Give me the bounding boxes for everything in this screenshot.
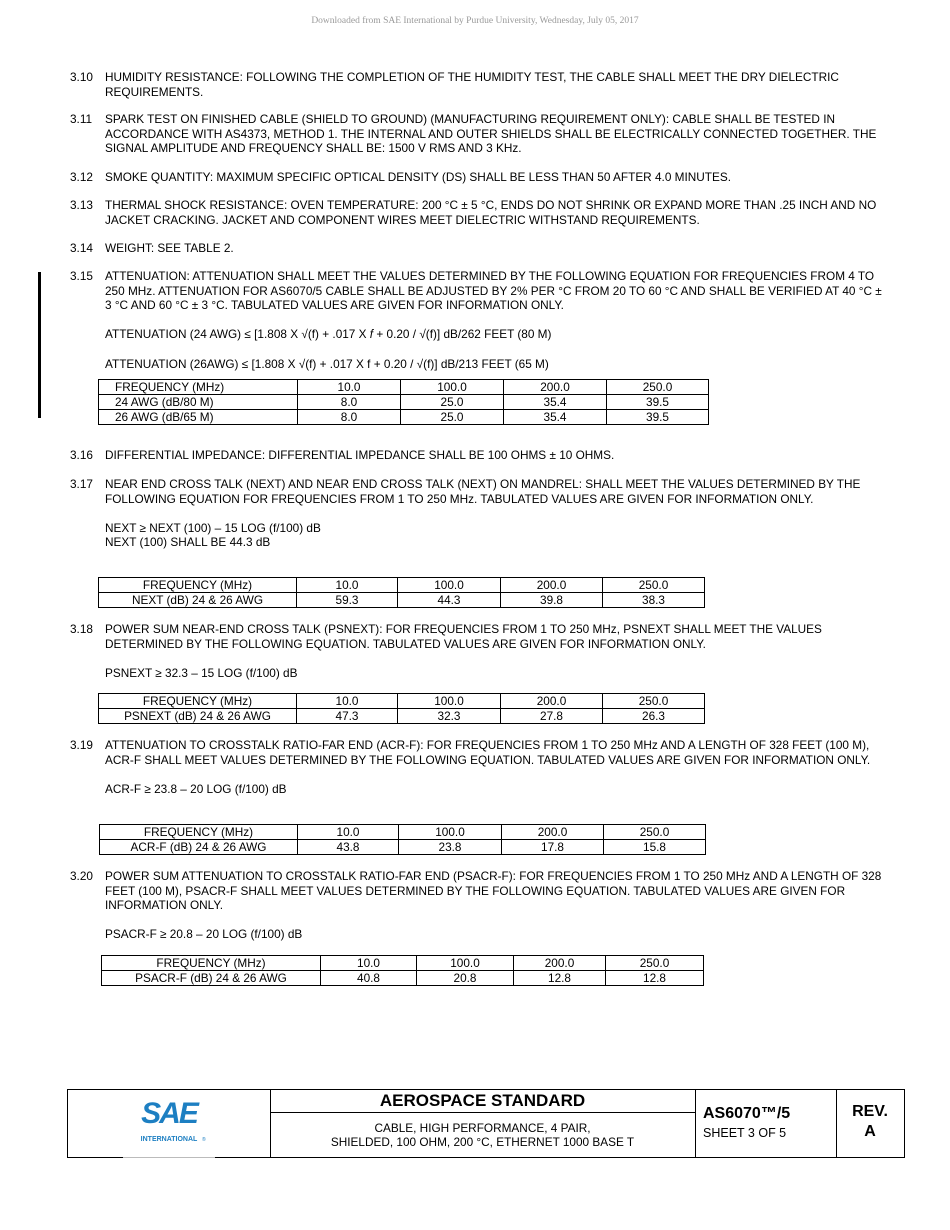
- section-text: POWER SUM ATTENUATION TO CROSSTALK RATIO-FAR END (PSACR-F): FOR FREQUENCIES FROM 1 TO 250 MHz AND A LENGTH OF 328 FEET (100 M), PSACR-F SHALL MEET VALUES DETERMINED BY THE FOLLOWING EQUATION. TABULATED VALUES ARE GIVEN FOR INFORMATION ONLY.: [105, 869, 882, 913]
- table-cell: 25.0: [401, 410, 504, 425]
- table-cell: 26.3: [603, 709, 705, 724]
- table-cell: 100.0: [417, 956, 514, 971]
- section-3-13: [70, 198, 885, 227]
- standard-title: AEROSPACE STANDARD: [270, 1090, 695, 1113]
- attenuation-table: [98, 379, 709, 425]
- table-cell: 12.8: [514, 971, 606, 986]
- table-cell: 44.3: [398, 593, 501, 608]
- document-number: AS6070™/5: [703, 1105, 791, 1122]
- section-number: 3.16: [70, 448, 93, 462]
- section-number: 3.20: [70, 869, 93, 883]
- table-header-row: [102, 956, 704, 971]
- table-cell: FREQUENCY (MHz): [100, 825, 298, 840]
- section-3-14: [70, 241, 885, 256]
- table-cell: 25.0: [401, 395, 504, 410]
- section-text: ATTENUATION: ATTENUATION SHALL MEET THE VALUES DETERMINED BY THE FOLLOWING EQUATION FOR FREQUENCIES FROM 4 TO 250 MHz. ATTENUATION FOR AS6070/5 CABLE SHALL BE ADJUSTED BY 2% PER °C FROM 20 TO 60 °C AND SHALL BE VERIFIED AT 40 °C ± 3 °C AND 60 °C ± 3 °C. TABULATED VALUES ARE GIVEN FOR INFORMATION ONLY.: [105, 269, 882, 313]
- table-cell: 39.8: [501, 593, 603, 608]
- section-text: SMOKE QUANTITY: MAXIMUM SPECIFIC OPTICAL DENSITY (DS) SHALL BE LESS THAN 50 AFTER 4.0 MINUTES.: [105, 170, 732, 184]
- table-cell: 100.0: [398, 694, 501, 709]
- section-number: 3.10: [70, 70, 93, 84]
- section-text: POWER SUM NEAR-END CROSS TALK (PSNEXT): FOR FREQUENCIES FROM 1 TO 250 MHz, PSNEXT SHALL MEET THE VALUES DETERMINED BY THE FOLLOWING EQUATION. TABULATED VALUES ARE GIVEN FOR INFORMATION ONLY.: [105, 622, 822, 651]
- revision-value: A: [864, 1123, 876, 1140]
- subtitle-line-1: CABLE, HIGH PERFORMANCE, 4 PAIR,: [374, 1121, 591, 1135]
- table-cell: 27.8: [501, 709, 603, 724]
- table-cell: 35.4: [504, 410, 607, 425]
- table-cell: FREQUENCY (MHz): [102, 956, 321, 971]
- psnext-table: [98, 693, 705, 724]
- section-text: HUMIDITY RESISTANCE: FOLLOWING THE COMPLETION OF THE HUMIDITY TEST, THE CABLE SHALL MEET THE DRY DIELECTRIC REQUIREMENTS.: [105, 70, 839, 99]
- document-subtitle: [270, 1113, 695, 1149]
- table-cell: FREQUENCY (MHz): [99, 578, 297, 593]
- table-cell: PSNEXT (dB) 24 & 26 AWG: [99, 709, 297, 724]
- table-cell: 250.0: [606, 956, 704, 971]
- section-number: 3.13: [70, 198, 93, 212]
- section-text: NEAR END CROSS TALK (NEXT) AND NEAR END CROSS TALK (NEXT) ON MANDREL: SHALL MEET THE VALUES DETERMINED BY THE FOLLOWING EQUATION FOR FREQUENCIES FROM 1 TO 250 MHz. TABULATED VALUES ARE GIVEN FOR INFORMATION ONLY.: [105, 477, 861, 506]
- section-number: 3.15: [70, 269, 93, 283]
- revision-change-bar: [38, 272, 41, 418]
- table-cell: 200.0: [504, 380, 607, 395]
- section-number: 3.18: [70, 622, 93, 636]
- section-3-15: [70, 269, 885, 371]
- section-3-20: [70, 869, 885, 942]
- title-block: [67, 1089, 905, 1158]
- equation-attenuation-24awg: ATTENUATION (24 AWG) ≤ [1.808 X √(f) + .017 X f + 0.20 / √(f)] dB/262 FEET (80 M): [105, 327, 552, 342]
- table-header-row: [100, 825, 706, 840]
- revision-label: REV.: [852, 1103, 888, 1120]
- revision-cell: [836, 1090, 904, 1157]
- equation-next-100: NEXT (100) SHALL BE 44.3 dB: [105, 535, 271, 550]
- table-cell: 200.0: [502, 825, 604, 840]
- section-number: 3.17: [70, 477, 93, 491]
- table-cell: NEXT (dB) 24 & 26 AWG: [99, 593, 297, 608]
- sae-logo-cell: [68, 1090, 271, 1157]
- table-cell: 39.5: [607, 395, 709, 410]
- table-cell: 32.3: [398, 709, 501, 724]
- logo-registered-mark: ®: [202, 1137, 206, 1143]
- table-cell: 250.0: [604, 825, 706, 840]
- section-3-12: [70, 170, 885, 185]
- section-number: 3.11: [70, 112, 93, 126]
- table-cell: 15.8: [604, 840, 706, 855]
- equation-psnext: PSNEXT ≥ 32.3 – 15 LOG (f/100) dB: [105, 665, 298, 680]
- table-cell: 8.0: [298, 395, 401, 410]
- section-text: ATTENUATION TO CROSSTALK RATIO-FAR END (ACR-F): FOR FREQUENCIES FROM 1 TO 250 MHz AND A LENGTH OF 328 FEET (100 M), ACR-F SHALL MEET VALUES DETERMINED BY THE FOLLOWING EQUATION. TABULATED VALUES ARE GIVEN FOR INFORMATION ONLY.: [105, 738, 871, 767]
- table-cell: FREQUENCY (MHz): [99, 380, 298, 395]
- table-cell: 200.0: [501, 578, 603, 593]
- table-cell: 20.8: [417, 971, 514, 986]
- table-row: [99, 593, 705, 608]
- title-cell: [270, 1090, 696, 1157]
- table-row: [99, 395, 709, 410]
- table-cell: 24 AWG (dB/80 M): [99, 395, 298, 410]
- section-3-10: [70, 70, 885, 99]
- table-row: [100, 840, 706, 855]
- table-cell: 100.0: [401, 380, 504, 395]
- download-watermark: Downloaded from SAE International by Purdue University, Wednesday, July 05, 2017: [311, 16, 639, 26]
- psacrf-table: [101, 955, 704, 986]
- equation-next: NEXT ≥ NEXT (100) – 15 LOG (f/100) dB: [105, 520, 321, 535]
- table-cell: 35.4: [504, 395, 607, 410]
- table-cell: 250.0: [603, 578, 705, 593]
- table-cell: 47.3: [297, 709, 398, 724]
- document-number-cell: [695, 1090, 837, 1157]
- table-cell: 23.8: [399, 840, 502, 855]
- subtitle-line-2: SHIELDED, 100 OHM, 200 °C, ETHERNET 1000 BASE T: [330, 1135, 635, 1149]
- table-cell: 200.0: [514, 956, 606, 971]
- next-table: [98, 577, 705, 608]
- acrf-table: [99, 824, 706, 855]
- table-cell: 10.0: [297, 578, 398, 593]
- table-cell: 10.0: [298, 825, 399, 840]
- section-text: THERMAL SHOCK RESISTANCE: OVEN TEMPERATURE: 200 °C ± 5 °C, ENDS DO NOT SHRINK OR EXPAND MORE THAN .25 INCH AND NO JACKET CRACKING. JACKET AND COMPONENT WIRES MEET DIELECTRIC WITHSTAND REQUIREMENTS.: [105, 198, 877, 227]
- table-cell: 10.0: [321, 956, 417, 971]
- section-number: 3.19: [70, 738, 93, 752]
- section-3-18: [70, 622, 885, 680]
- section-text: SPARK TEST ON FINISHED CABLE (SHIELD TO GROUND) (MANUFACTURING REQUIREMENT ONLY): CABLE SHALL BE TESTED IN ACCORDANCE WITH AS4373, METHOD 1. THE INTERNAL AND OUTER SHIELDS SHALL BE ELECTRICALLY CONNECTED TOGETHER. THE SIGNAL AMPLITUDE AND FREQUENCY SHALL BE: 1500 V RMS AND 3 KHz.: [105, 112, 877, 156]
- section-3-19: [70, 738, 885, 796]
- equation-acrf: ACR-F ≥ 23.8 – 20 LOG (f/100) dB: [105, 781, 287, 796]
- table-cell: 43.8: [298, 840, 399, 855]
- table-cell: 59.3: [297, 593, 398, 608]
- table-row: [102, 971, 704, 986]
- logo-subtitle: INTERNATIONAL: [140, 1136, 198, 1143]
- table-cell: ACR-F (dB) 24 & 26 AWG: [100, 840, 298, 855]
- table-cell: 39.5: [607, 410, 709, 425]
- table-cell: FREQUENCY (MHz): [99, 694, 297, 709]
- table-cell: 10.0: [297, 694, 398, 709]
- table-cell: 12.8: [606, 971, 704, 986]
- table-header-row: [99, 578, 705, 593]
- section-3-11: [70, 112, 885, 156]
- table-cell: 250.0: [607, 380, 709, 395]
- section-3-16: [70, 448, 885, 463]
- section-number: 3.12: [70, 170, 93, 184]
- table-header-row: [99, 694, 705, 709]
- table-cell: 250.0: [603, 694, 705, 709]
- table-cell: 100.0: [398, 578, 501, 593]
- table-cell: 8.0: [298, 410, 401, 425]
- table-cell: 17.8: [502, 840, 604, 855]
- table-cell: 200.0: [501, 694, 603, 709]
- table-cell: 100.0: [399, 825, 502, 840]
- sae-international-logo-icon: [68, 1090, 270, 1157]
- section-text: WEIGHT: SEE TABLE 2.: [105, 241, 234, 255]
- table-cell: PSACR-F (dB) 24 & 26 AWG: [102, 971, 321, 986]
- section-number: 3.14: [70, 241, 93, 255]
- table-row: [99, 410, 709, 425]
- sheet-number: SHEET 3 OF 5: [703, 1126, 787, 1140]
- table-cell: 10.0: [298, 380, 401, 395]
- section-3-17: [70, 477, 885, 550]
- equation-psacrf: PSACR-F ≥ 20.8 – 20 LOG (f/100) dB: [105, 927, 303, 942]
- table-row: [99, 709, 705, 724]
- equation-attenuation-26awg: ATTENUATION (26AWG) ≤ [1.808 X √(f) + .017 X f + 0.20 / √(f)] dB/213 FEET (65 M): [105, 356, 549, 371]
- table-cell: 38.3: [603, 593, 705, 608]
- table-header-row: [99, 380, 709, 395]
- table-cell: 40.8: [321, 971, 417, 986]
- logo-wordmark: SAE: [141, 1097, 197, 1130]
- logo-divider: [123, 1157, 215, 1158]
- table-cell: 26 AWG (dB/65 M): [99, 410, 298, 425]
- section-text: DIFFERENTIAL IMPEDANCE: DIFFERENTIAL IMPEDANCE SHALL BE 100 OHMS ± 10 OHMS.: [105, 448, 615, 462]
